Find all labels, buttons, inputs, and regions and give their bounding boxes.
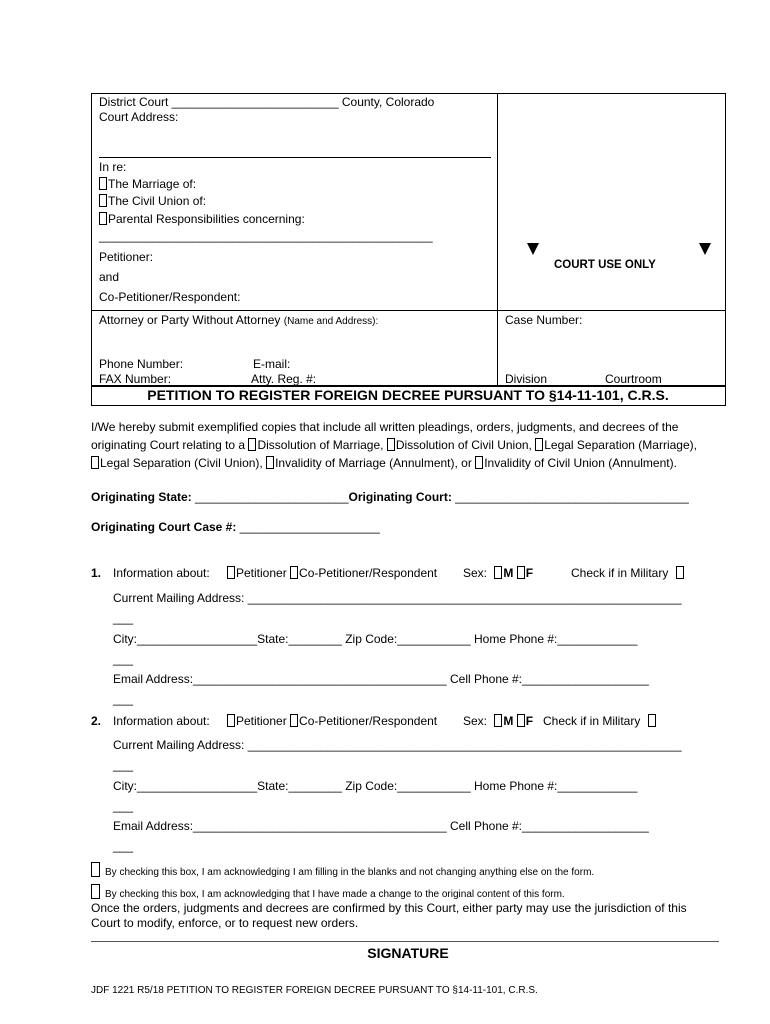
party-1-mailing-cont: ___	[113, 611, 134, 625]
ack-no-change-label: By checking this box, I am acknowledging I am filling in the blanks and not changing anything else on the form.	[105, 867, 595, 878]
closing-line-2: Court to modify, enforce, or to request new orders.	[91, 916, 359, 930]
party-2-number: 2.	[91, 714, 102, 728]
intro-line-2-lead: originating Court relating to a	[91, 438, 249, 452]
fax-number-label[interactable]: FAX Number:	[99, 372, 172, 386]
attorney-label-row	[99, 313, 378, 327]
party-2-city-cont: ___	[113, 799, 134, 813]
party-1-sex-label: Sex:	[463, 566, 488, 580]
party-2-co-petitioner-checkbox[interactable]	[290, 714, 298, 727]
party-1-female-checkbox[interactable]	[517, 566, 525, 579]
phone-number-label[interactable]: Phone Number:	[99, 357, 184, 371]
and-label: and	[99, 270, 120, 284]
party-1-male-checkbox[interactable]	[494, 566, 502, 579]
email-label[interactable]: E-mail:	[253, 357, 291, 371]
court-use-left-arrow-icon	[527, 243, 539, 255]
ack-changed-checkbox[interactable]	[91, 884, 100, 899]
atty-reg-label[interactable]: Atty. Reg. #:	[251, 372, 317, 386]
dissolution-cu-checkbox[interactable]	[387, 438, 395, 451]
party-1-info-label: Information about:	[113, 566, 210, 580]
attorney-hint: (Name and Address):	[283, 316, 379, 327]
attorney-label: Attorney or Party Without Attorney	[99, 313, 281, 327]
party-2-city-line[interactable]: City:__________________State:________ Zip Code:___________ Home Phone #:____________	[113, 779, 638, 793]
invalidity-cu-checkbox[interactable]	[475, 456, 483, 469]
marriage-checkbox[interactable]	[99, 177, 107, 190]
originating-state-label: Originating State:	[91, 490, 192, 504]
dissolution-cu-label: Dissolution of Civil Union,	[395, 438, 536, 452]
party-2-role-options	[227, 714, 437, 728]
ack-changed-label: By checking this box, I am acknowledging that I have made a change to the original content of this form.	[105, 889, 565, 900]
party-2-email-cont: ___	[113, 839, 134, 853]
party-2-military-checkbox[interactable]	[648, 714, 656, 727]
form-footer: JDF 1221 R5/18 PETITION TO REGISTER FOREIGN DECREE PURSUANT TO §14-11-101, C.R.S.	[91, 985, 538, 996]
page-title: PETITION TO REGISTER FOREIGN DECREE PURSUANT TO §14-11-101, C.R.S.	[147, 387, 669, 403]
signature-heading: SIGNATURE	[367, 945, 449, 961]
courtroom-label[interactable]: Courtroom	[605, 372, 662, 386]
originating-court-blank[interactable]: ___________________________________	[451, 490, 689, 504]
division-label[interactable]: Division	[505, 372, 548, 386]
option-marriage-label: The Marriage of:	[108, 177, 197, 191]
intro-line-1: I/We hereby submit exemplified copies that include all written pleadings, orders, judgments, and decrees of the	[91, 420, 679, 434]
option-parental-label: Parental Responsibilities concerning:	[108, 212, 305, 226]
party-2-email-line[interactable]: Email Address:______________________________________ Cell Phone #:___________________	[113, 819, 649, 833]
dissolution-marriage-checkbox[interactable]	[248, 438, 256, 451]
ack-no-change	[91, 862, 594, 878]
invalidity-marriage-checkbox[interactable]	[266, 456, 274, 469]
ack-changed	[91, 884, 565, 900]
party-2-mailing-cont: ___	[113, 758, 134, 772]
party-2-co-petitioner-label: Co-Petitioner/Respondent	[299, 714, 438, 728]
district-court-line: District Court _________________________ County, Colorado	[99, 95, 435, 109]
party-2-sex-label: Sex:	[463, 714, 488, 728]
intro-line-3	[91, 456, 677, 470]
caption-divider-vertical	[497, 93, 498, 385]
party-1-number: 1.	[91, 566, 102, 580]
ack-no-change-checkbox[interactable]	[91, 862, 100, 877]
option-marriage[interactable]	[99, 177, 196, 191]
party-1-petitioner-label: Petitioner	[236, 566, 287, 580]
originating-case-row[interactable]	[91, 520, 380, 534]
legal-sep-marriage-checkbox[interactable]	[535, 438, 543, 451]
party-1-city-line[interactable]: City:__________________State:________ Zip Code:___________ Home Phone #:____________	[113, 632, 638, 646]
party-2-male-label: M	[503, 714, 514, 728]
parental-checkbox[interactable]	[99, 212, 107, 225]
closing-line-1: Once the orders, judgments and decrees are confirmed by this Court, either party may use the jurisdiction of this	[91, 901, 687, 915]
intro-line-2	[91, 438, 697, 452]
court-use-only-label: COURT USE ONLY	[554, 259, 656, 271]
party-name-line[interactable]: __________________________________________________	[99, 229, 433, 243]
party-1-petitioner-checkbox[interactable]	[227, 566, 235, 579]
party-2-info-label: Information about:	[113, 714, 210, 728]
party-1-female-label: F	[525, 566, 534, 580]
option-parental[interactable]	[99, 212, 305, 226]
petitioner-label: Petitioner:	[99, 250, 154, 264]
party-2-male-checkbox[interactable]	[494, 714, 502, 727]
party-2-military-label: Check if in Military	[543, 714, 641, 728]
party-1-military	[571, 566, 685, 580]
party-1-city-cont: ___	[113, 652, 134, 666]
party-2-sex-options	[463, 714, 533, 728]
in-re-label: In re:	[99, 160, 127, 174]
case-number-label[interactable]: Case Number:	[505, 313, 583, 327]
invalidity-cu-label: Invalidity of Civil Union (Annulment).	[484, 456, 677, 470]
legal-sep-cu-label: Legal Separation (Civil Union),	[100, 456, 267, 470]
option-civil-union-label: The Civil Union of:	[108, 194, 207, 208]
party-1-male-label: M	[503, 566, 514, 580]
co-petitioner-label: Co-Petitioner/Respondent:	[99, 290, 241, 304]
party-1-military-checkbox[interactable]	[676, 566, 684, 579]
originating-state-row[interactable]	[91, 490, 689, 504]
dissolution-marriage-label: Dissolution of Marriage,	[257, 438, 387, 452]
court-use-right-arrow-icon	[699, 243, 711, 255]
court-address-rule	[99, 157, 491, 158]
legal-sep-cu-checkbox[interactable]	[91, 456, 99, 469]
party-1-role-options	[227, 566, 437, 580]
legal-sep-marriage-label: Legal Separation (Marriage),	[544, 438, 697, 452]
party-2-petitioner-label: Petitioner	[236, 714, 287, 728]
option-civil-union[interactable]	[99, 194, 206, 208]
caption-divider-horizontal	[91, 310, 725, 311]
signature-rule	[91, 941, 719, 942]
party-1-email-cont: ___	[113, 692, 134, 706]
party-1-mailing-address[interactable]: Current Mailing Address: _________________________________________________________________	[113, 591, 682, 605]
party-1-military-label: Check if in Military	[571, 566, 669, 580]
originating-state-blank[interactable]: _______________________	[191, 490, 349, 504]
invalidity-marriage-label: Invalidity of Marriage (Annulment), or	[275, 456, 476, 470]
party-1-email-line[interactable]: Email Address:______________________________________ Cell Phone #:___________________	[113, 672, 649, 686]
party-2-military	[543, 714, 657, 728]
party-1-sex-options	[463, 566, 533, 580]
party-2-mailing-address[interactable]: Current Mailing Address: _________________________________________________________________	[113, 738, 682, 752]
party-2-petitioner-checkbox[interactable]	[227, 714, 235, 727]
originating-case-blank[interactable]: _____________________	[236, 520, 380, 534]
party-1-co-petitioner-label: Co-Petitioner/Respondent	[299, 566, 438, 580]
originating-court-label: Originating Court:	[348, 490, 452, 504]
originating-case-label: Originating Court Case #:	[91, 520, 237, 534]
party-2-female-label: F	[525, 714, 534, 728]
civil-union-checkbox[interactable]	[99, 194, 107, 207]
court-address-label: Court Address:	[99, 110, 179, 124]
party-2-female-checkbox[interactable]	[517, 714, 525, 727]
party-1-co-petitioner-checkbox[interactable]	[290, 566, 298, 579]
